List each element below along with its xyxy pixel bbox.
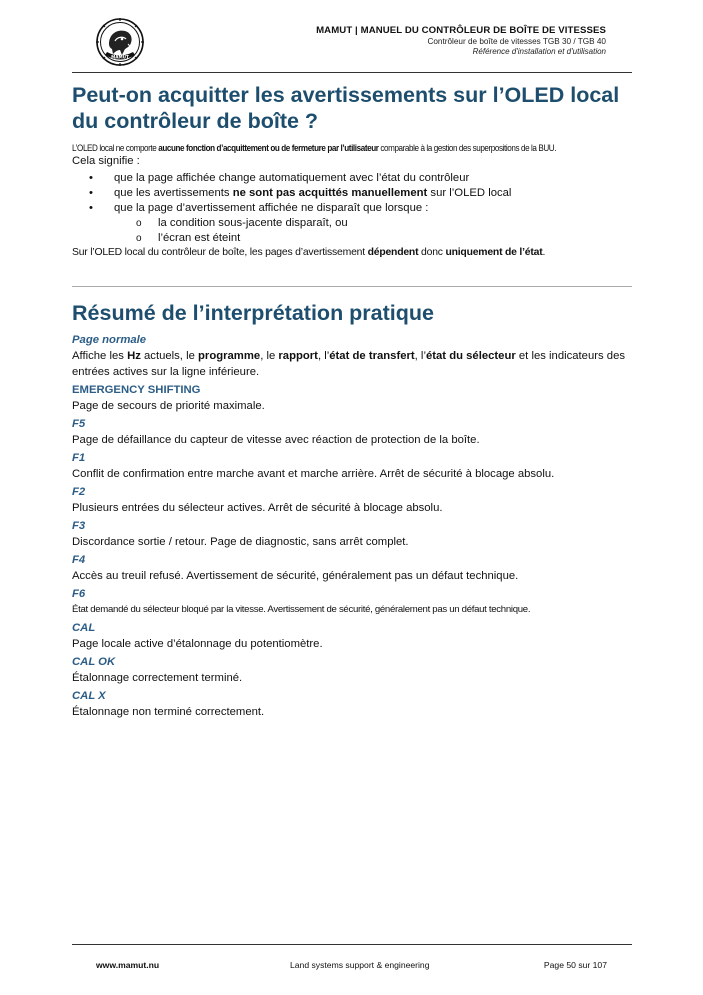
- sub-bullet-list: [72, 216, 632, 246]
- summary-entry: [72, 689, 632, 720]
- summary-entry: [72, 417, 632, 448]
- summary-entry: [72, 587, 632, 618]
- entry-description: Étalonnage non terminé correctement.: [72, 706, 265, 718]
- entry-description: Page de secours de priorité maximale.: [72, 400, 265, 412]
- entry-description: Accès au treuil refusé. Avertissement de sécurité, généralement pas un défaut technique.: [72, 570, 519, 582]
- summary-entry: [72, 451, 632, 482]
- section-divider: [72, 286, 632, 287]
- logo-text: MAMUT: [111, 54, 129, 60]
- page-header: [316, 25, 606, 56]
- entry-label: F6: [72, 588, 86, 600]
- entry-description: Page de défaillance du capteur de vitesse avec réaction de protection de la boîte.: [72, 434, 480, 446]
- summary-entry: [72, 621, 632, 652]
- list-item: o l’écran est éteint: [136, 232, 241, 244]
- entry-description: Plusieurs entrées du sélecteur actives. Arrêt de sécurité à blocage absolu.: [72, 502, 443, 514]
- summary-entry: [72, 383, 632, 414]
- summary-entry: [72, 333, 632, 380]
- entry-label: CAL OK: [72, 656, 116, 668]
- entry-label: CAL X: [72, 690, 106, 702]
- header-divider: [72, 72, 632, 73]
- entry-description: Page locale active d’étalonnage du potentiomètre.: [72, 638, 323, 650]
- entry-label: F3: [72, 520, 86, 532]
- header-title: MAMUT | MANUEL DU CONTRÔLEUR DE BOÎTE DE VITESSES: [316, 25, 606, 36]
- list-item: o la condition sous-jacente disparaît, ou: [136, 217, 348, 229]
- entry-description: Discordance sortie / retour. Page de diagnostic, sans arrêt complet.: [72, 536, 409, 548]
- section-acknowledge: [72, 82, 632, 260]
- entry-label: F1: [72, 452, 86, 464]
- header-reference: Référence d'installation et d'utilisation: [472, 47, 606, 56]
- list-item: • que la page d’avertissement affichée ne disparaît que lorsque :: [89, 202, 429, 214]
- mamut-logo-icon: [95, 17, 145, 67]
- entry-label: F4: [72, 554, 86, 566]
- summary-entry: [72, 553, 632, 584]
- footer-divider: [72, 944, 632, 945]
- conclusion-paragraph: Sur l’OLED local du contrôleur de boîte, les pages d’avertissement dépendent donc uniquement de l’état.: [72, 247, 546, 258]
- entry-label: F5: [72, 418, 86, 430]
- list-item: • que la page affichée change automatiquement avec l’état du contrôleur: [89, 172, 470, 184]
- footer-website[interactable]: www.mamut.nu: [96, 960, 160, 970]
- section-title: Résumé de l’interprétation pratique: [72, 301, 434, 325]
- summary-entry: [72, 485, 632, 516]
- section-title: Peut-on acquitter les avertissements sur l’OLED local du contrôleur de boîte ?: [72, 83, 620, 133]
- entry-description: Affiche les Hz actuels, le programme, le rapport, l’état de transfert, l’état du sélecteur et les indicateurs des entrées actives sur la ligne inférieure.: [72, 350, 626, 378]
- entry-description: État demandé du sélecteur bloqué par la vitesse. Avertissement de sécurité, généralement pas un défaut technique.: [72, 604, 531, 615]
- entry-description: Conflit de confirmation entre marche avant et marche arrière. Arrêt de sécurité à blocage absolu.: [72, 468, 555, 480]
- intro-paragraph: L’OLED local ne comporte aucune fonction d’acquittement ou de fermeture par l’utilisateur comparable à la gestion des superpositions de la BUU.: [72, 143, 557, 153]
- cela-signifie: Cela signifie :: [72, 155, 140, 167]
- bullet-list: [72, 171, 632, 216]
- entry-label: Page normale: [72, 334, 147, 346]
- summary-entry: [72, 655, 632, 686]
- list-item: • que les avertissements ne sont pas acquittés manuellement sur l’OLED local: [89, 187, 512, 199]
- summary-entry: [72, 519, 632, 550]
- header-subtitle: Contrôleur de boîte de vitesses TGB 30 / TGB 40: [427, 37, 606, 46]
- footer-page-number: Page 50 sur 107: [543, 960, 607, 970]
- entry-label: EMERGENCY SHIFTING: [72, 384, 201, 396]
- entry-description: Étalonnage correctement terminé.: [72, 672, 243, 684]
- entry-label: F2: [72, 486, 86, 498]
- entry-label: CAL: [72, 622, 96, 634]
- section-summary: [72, 300, 632, 723]
- summary-entries: [72, 333, 632, 720]
- footer-tagline: Land systems support & engineering: [290, 960, 430, 970]
